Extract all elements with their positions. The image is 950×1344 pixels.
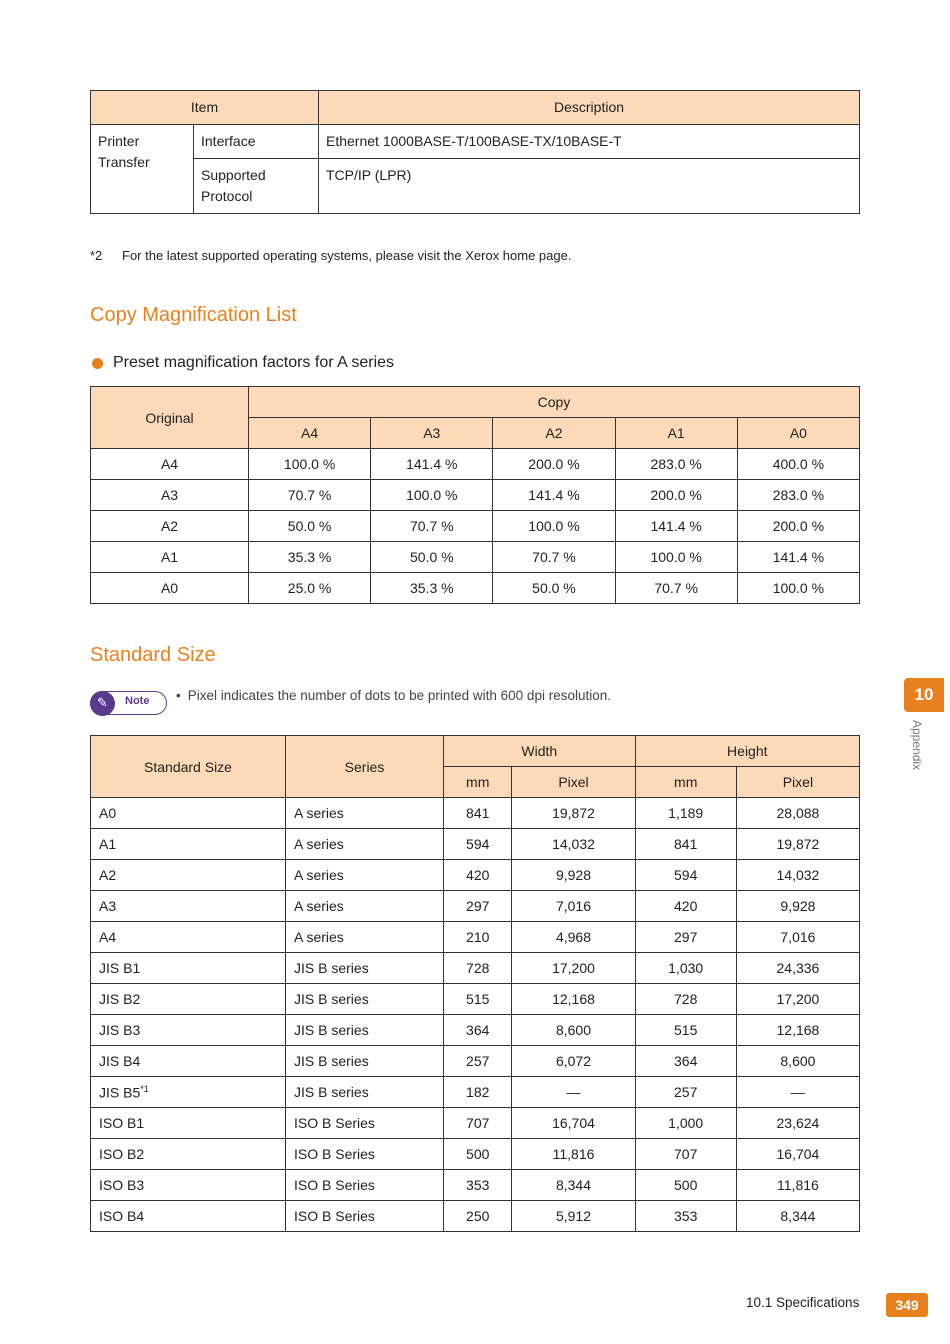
height-mm: 1,189	[635, 798, 736, 829]
table-row	[91, 1046, 860, 1077]
magnification-value: 283.0 %	[615, 449, 737, 480]
height-mm: 420	[635, 891, 736, 922]
table-row	[91, 449, 860, 480]
height-mm: 707	[635, 1139, 736, 1170]
standard-size: ISO B2	[99, 1146, 145, 1162]
width-pixel: 12,168	[512, 984, 635, 1015]
height-mm: 841	[635, 829, 736, 860]
magnification-value: 100.0 %	[493, 511, 615, 542]
standard-size: A2	[99, 867, 117, 883]
height-mm: 594	[635, 860, 736, 891]
standard-size-cell	[91, 1201, 286, 1232]
height-mm: 1,030	[635, 953, 736, 984]
col-header-original: Original	[91, 387, 249, 449]
printer-transfer-table	[90, 90, 860, 214]
height-mm: 364	[635, 1046, 736, 1077]
standard-size-cell	[91, 829, 286, 860]
standard-size: ISO B3	[99, 1177, 145, 1193]
standard-size: ISO B1	[99, 1115, 145, 1131]
standard-size-cell	[91, 922, 286, 953]
width-pixel: 19,872	[512, 798, 635, 829]
magnification-value: 100.0 %	[249, 449, 371, 480]
original-size: A3	[91, 480, 249, 511]
table-row	[91, 1170, 860, 1201]
table-row	[91, 891, 860, 922]
footer-section: 10.1 Specifications	[746, 1295, 860, 1310]
series: JIS B series	[286, 1077, 444, 1108]
col-header-mm: mm	[444, 767, 512, 798]
original-size: A1	[91, 542, 249, 573]
copy-magnification-rows	[91, 449, 860, 604]
standard-size-cell	[91, 1046, 286, 1077]
table-row	[91, 1077, 860, 1108]
table-row	[91, 829, 860, 860]
chapter-tab[interactable]: 10	[904, 678, 944, 712]
magnification-value: 400.0 %	[737, 449, 859, 480]
width-mm: 210	[444, 922, 512, 953]
series: JIS B series	[286, 1046, 444, 1077]
col-header-item: Item	[91, 91, 319, 125]
height-pixel: 11,816	[736, 1170, 859, 1201]
width-mm: 257	[444, 1046, 512, 1077]
height-pixel: —	[736, 1077, 859, 1108]
col-header-copy-size: A0	[737, 418, 859, 449]
height-mm: 257	[635, 1077, 736, 1108]
width-mm: 841	[444, 798, 512, 829]
table-row	[91, 511, 860, 542]
series: A series	[286, 798, 444, 829]
width-pixel: 4,968	[512, 922, 635, 953]
col-header-mm: mm	[635, 767, 736, 798]
col-header-series: Series	[286, 736, 444, 798]
magnification-value: 100.0 %	[371, 480, 493, 511]
col-header-copy: Copy	[249, 387, 860, 418]
magnification-value: 200.0 %	[737, 511, 859, 542]
height-mm: 500	[635, 1170, 736, 1201]
note-badge	[90, 691, 167, 715]
width-pixel: 8,600	[512, 1015, 635, 1046]
footnote-ref: *1	[140, 1083, 149, 1094]
original-size: A4	[91, 449, 249, 480]
series: ISO B Series	[286, 1201, 444, 1232]
copy-subtitle-text: Preset magnification factors for A series	[113, 354, 395, 371]
table-row	[91, 1139, 860, 1170]
bullet-icon	[92, 358, 103, 369]
col-header-copy-size: A3	[371, 418, 493, 449]
height-pixel: 7,016	[736, 922, 859, 953]
footnote	[90, 248, 571, 263]
note-text	[176, 688, 611, 703]
height-pixel: 14,032	[736, 860, 859, 891]
original-size: A0	[91, 573, 249, 604]
height-pixel: 12,168	[736, 1015, 859, 1046]
height-pixel: 23,624	[736, 1108, 859, 1139]
series: JIS B series	[286, 984, 444, 1015]
magnification-value: 283.0 %	[737, 480, 859, 511]
magnification-value: 70.7 %	[493, 542, 615, 573]
magnification-value: 141.4 %	[493, 480, 615, 511]
standard-size: JIS B5	[99, 1084, 141, 1101]
series: ISO B Series	[286, 1108, 444, 1139]
width-mm: 182	[444, 1077, 512, 1108]
copy-magnification-table	[90, 386, 860, 604]
series: A series	[286, 829, 444, 860]
height-pixel: 9,928	[736, 891, 859, 922]
table-row	[91, 953, 860, 984]
width-pixel: 17,200	[512, 953, 635, 984]
group-label: Printer Transfer	[91, 125, 194, 214]
magnification-value: 100.0 %	[737, 573, 859, 604]
standard-size-cell	[91, 860, 286, 891]
table-row	[91, 798, 860, 829]
col-header-description: Description	[319, 91, 860, 125]
standard-size: A1	[99, 836, 117, 852]
col-header-width: Width	[444, 736, 636, 767]
standard-size-rows	[91, 798, 860, 1232]
width-mm: 500	[444, 1139, 512, 1170]
width-mm: 594	[444, 829, 512, 860]
footnote-mark: *2	[90, 248, 103, 263]
series: JIS B series	[286, 953, 444, 984]
standard-size-cell	[91, 1015, 286, 1046]
magnification-value: 50.0 %	[493, 573, 615, 604]
magnification-value: 141.4 %	[615, 511, 737, 542]
standard-size-cell	[91, 891, 286, 922]
standard-size: JIS B2	[99, 991, 141, 1007]
magnification-value: 70.7 %	[615, 573, 737, 604]
height-pixel: 8,600	[736, 1046, 859, 1077]
standard-size: A0	[99, 805, 117, 821]
magnification-value: 70.7 %	[249, 480, 371, 511]
table-row	[91, 860, 860, 891]
standard-size-cell	[91, 1170, 286, 1201]
series: A series	[286, 922, 444, 953]
height-mm: 728	[635, 984, 736, 1015]
width-mm: 728	[444, 953, 512, 984]
series: ISO B Series	[286, 1170, 444, 1201]
width-pixel: —	[512, 1077, 635, 1108]
width-mm: 707	[444, 1108, 512, 1139]
width-pixel: 7,016	[512, 891, 635, 922]
standard-size: JIS B3	[99, 1022, 141, 1038]
table-row	[91, 1201, 860, 1232]
width-pixel: 5,912	[512, 1201, 635, 1232]
page-number: 349	[886, 1293, 928, 1317]
width-mm: 364	[444, 1015, 512, 1046]
magnification-value: 50.0 %	[371, 542, 493, 573]
magnification-value: 50.0 %	[249, 511, 371, 542]
magnification-value: 35.3 %	[249, 542, 371, 573]
height-pixel: 17,200	[736, 984, 859, 1015]
height-mm: 353	[635, 1201, 736, 1232]
standard-size-cell	[91, 1139, 286, 1170]
series: ISO B Series	[286, 1139, 444, 1170]
magnification-value: 70.7 %	[371, 511, 493, 542]
copy-section-title: Copy Magnification List	[90, 304, 297, 326]
note-text-content: Pixel indicates the number of dots to be printed with 600 dpi resolution.	[187, 688, 611, 703]
row-label: Supported Protocol	[194, 159, 319, 214]
col-header-height: Height	[635, 736, 859, 767]
copy-subtitle	[92, 354, 394, 372]
standard-size: A3	[99, 898, 117, 914]
pencil-icon: ✎	[90, 691, 115, 716]
width-mm: 250	[444, 1201, 512, 1232]
standard-size-cell	[91, 798, 286, 829]
width-pixel: 16,704	[512, 1108, 635, 1139]
col-header-copy-size: A2	[493, 418, 615, 449]
table-row	[91, 573, 860, 604]
width-mm: 515	[444, 984, 512, 1015]
table-row	[91, 1015, 860, 1046]
standard-size-title: Standard Size	[90, 644, 216, 666]
width-pixel: 11,816	[512, 1139, 635, 1170]
width-mm: 420	[444, 860, 512, 891]
row-value: Ethernet 1000BASE-T/100BASE-TX/10BASE-T	[319, 125, 860, 159]
height-pixel: 28,088	[736, 798, 859, 829]
height-mm: 297	[635, 922, 736, 953]
table-row	[91, 1108, 860, 1139]
height-pixel: 19,872	[736, 829, 859, 860]
magnification-value: 100.0 %	[615, 542, 737, 573]
series: A series	[286, 891, 444, 922]
standard-size: JIS B1	[99, 960, 141, 976]
standard-size-cell	[91, 1108, 286, 1139]
magnification-value: 25.0 %	[249, 573, 371, 604]
width-pixel: 8,344	[512, 1170, 635, 1201]
magnification-value: 35.3 %	[371, 573, 493, 604]
col-header-standard-size: Standard Size	[91, 736, 286, 798]
table-row	[91, 922, 860, 953]
table-row	[91, 542, 860, 573]
chapter-label: Appendix	[910, 720, 924, 771]
width-mm: 297	[444, 891, 512, 922]
bullet-icon: •	[176, 688, 181, 703]
series: A series	[286, 860, 444, 891]
magnification-value: 141.4 %	[371, 449, 493, 480]
note-label: Note	[125, 695, 150, 707]
standard-size: ISO B4	[99, 1208, 145, 1224]
col-header-pixel: Pixel	[736, 767, 859, 798]
standard-size-table	[90, 735, 860, 1232]
standard-size-cell	[91, 1077, 286, 1108]
original-size: A2	[91, 511, 249, 542]
height-pixel: 24,336	[736, 953, 859, 984]
col-header-copy-size: A1	[615, 418, 737, 449]
magnification-value: 200.0 %	[493, 449, 615, 480]
width-pixel: 9,928	[512, 860, 635, 891]
row-label: Interface	[194, 125, 319, 159]
standard-size: JIS B4	[99, 1053, 141, 1069]
col-header-copy-size: A4	[249, 418, 371, 449]
footnote-text: For the latest supported operating systems, please visit the Xerox home page.	[122, 248, 572, 263]
width-pixel: 6,072	[512, 1046, 635, 1077]
height-mm: 515	[635, 1015, 736, 1046]
row-value: TCP/IP (LPR)	[319, 159, 860, 214]
height-pixel: 8,344	[736, 1201, 859, 1232]
table-row	[91, 984, 860, 1015]
series: JIS B series	[286, 1015, 444, 1046]
magnification-value: 141.4 %	[737, 542, 859, 573]
standard-size-cell	[91, 984, 286, 1015]
standard-size-cell	[91, 953, 286, 984]
width-mm: 353	[444, 1170, 512, 1201]
height-pixel: 16,704	[736, 1139, 859, 1170]
col-header-pixel: Pixel	[512, 767, 635, 798]
standard-size: A4	[99, 929, 117, 945]
table-row	[91, 480, 860, 511]
height-mm: 1,000	[635, 1108, 736, 1139]
magnification-value: 200.0 %	[615, 480, 737, 511]
width-pixel: 14,032	[512, 829, 635, 860]
